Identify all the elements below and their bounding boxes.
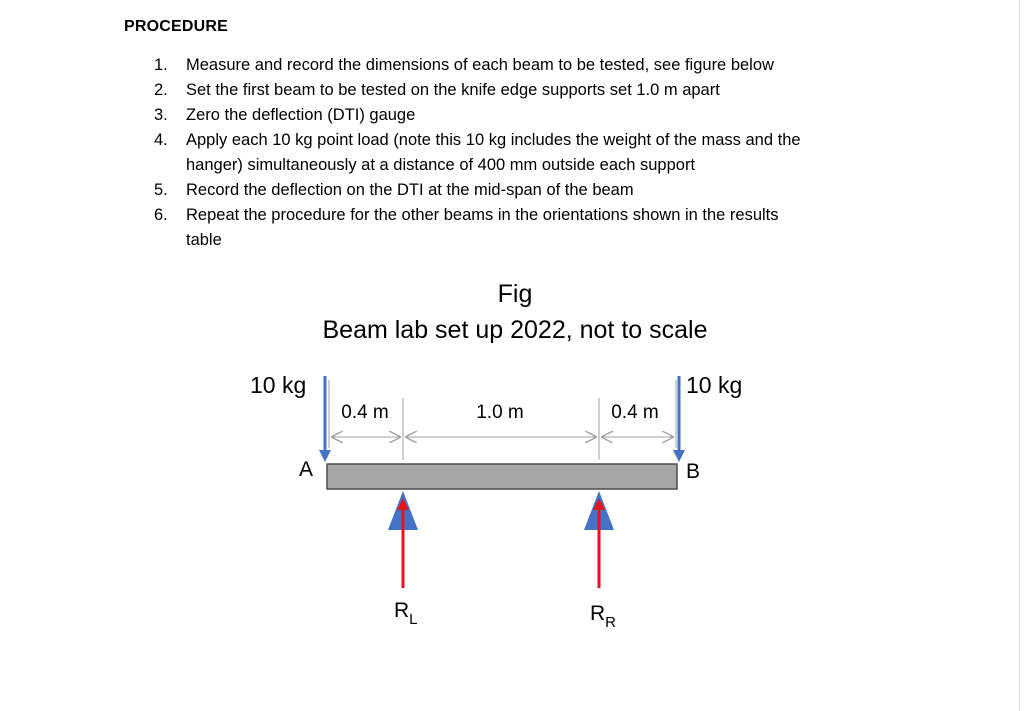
load-arrow-right-head <box>673 450 685 462</box>
step-text: Record the deflection on the DTI at the mid-span of the beam <box>186 181 634 199</box>
step-text: Set the first beam to be tested on the knife edge supports set 1.0 m apart <box>186 81 720 99</box>
load-label-right: 10 kg <box>686 372 743 398</box>
step-text: Repeat the procedure for the other beams in the orientations shown in the results <box>186 206 779 224</box>
step-text: Measure and record the dimensions of each beam to be tested, see figure below <box>186 56 774 74</box>
reaction-label-right-main: R <box>590 602 606 625</box>
figure-caption-subtitle: Beam lab set up 2022, not to scale <box>322 316 708 344</box>
reaction-label-left-subscript: L <box>409 611 418 628</box>
procedure-heading: PROCEDURE <box>124 18 229 35</box>
end-label-a: A <box>299 458 314 481</box>
step-number: 1. <box>154 56 168 74</box>
step-text-continued: hanger) simultaneously at a distance of 400 mm outside each support <box>186 156 696 174</box>
dimension-label-right: 0.4 m <box>611 402 659 423</box>
dimension-label-left: 0.4 m <box>341 402 389 423</box>
end-label-b: B <box>686 460 701 483</box>
reaction-label-right-subscript: R <box>605 614 617 631</box>
load-label-left: 10 kg <box>250 372 307 398</box>
step-text: Zero the deflection (DTI) gauge <box>186 106 416 124</box>
reaction-label-left <box>394 599 418 628</box>
step-text-continued: table <box>186 231 222 249</box>
beam <box>327 464 677 489</box>
dimension-label-middle: 1.0 m <box>476 402 524 423</box>
step-number: 4. <box>154 131 168 149</box>
reaction-label-right <box>590 602 616 631</box>
step-number: 3. <box>154 106 168 124</box>
figure-caption-title: Fig <box>497 280 533 308</box>
reaction-label-left-main: R <box>394 599 410 622</box>
step-number: 5. <box>154 181 168 199</box>
step-text: Apply each 10 kg point load (note this 10 kg includes the weight of the mass and the <box>186 131 801 149</box>
step-number: 2. <box>154 81 168 99</box>
step-number: 6. <box>154 206 168 224</box>
load-arrow-left-head <box>319 450 331 462</box>
